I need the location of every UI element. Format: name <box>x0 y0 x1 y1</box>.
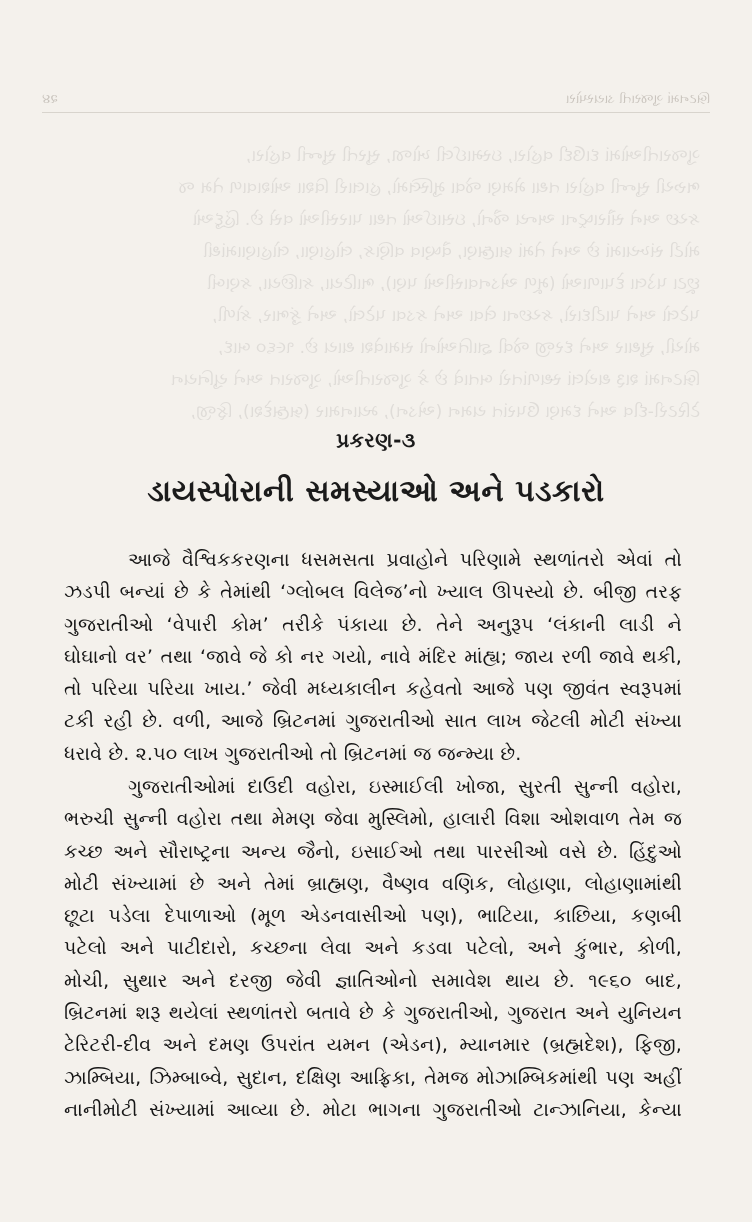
show-through-text: ગુજરાતીઓમાં દાઉદી વહોરા, ઇસ્માઈલી ખોજા, સુરતી સુન્ની વહોરા, ભરુચી સુન્ની વહોરા તથા મેમણ જેવા મુસ્લિમો, હાલારી વિશા ઓશવાળ તેમ જ કચ્છ અને સૌરાષ્ટ્રના અન્ય જૈનો, ઇસાઈઓ તથા પારસીઓ વસે છે. હિંદુઓ મોટી સંખ્યામાં છે અને તેમાં બ્રાહ્મણ, વૈષ્ણવ વણિક, લોહાણા, લોહાણામાંથી છૂટા પડેલા દેપાળાઓ (મૂળ એડનવાસીઓ પણ), ભાટિયા, કાછિયા, કણબી પટેલો અને પાટીદારો, કચ્છના લેવા અને કડવા પટેલો, અને કુંભાર, કોળી, મોચી, સુથાર અને દરજી જેવી જ્ઞાતિઓનો સમાવેશ થાય છે. ૧૯૬૦ બાદ, બ્રિટનમાં શરૂ થયેલાં સ્થળાંતરો બતાવે છે કે ગુજરાતીઓ, ગુજરાત અને યુનિયન ટેરિટરી-દીવ અને દમણ ઉપરાંત યમન (એડન), મ્યાનમાર (બ્રહ્મદેશ), ફિજી, <box>170 146 700 420</box>
chapter-label: પ્રકરણ-૩ <box>336 428 416 452</box>
text-line: ઘોઘાનો વર’ તથા ‘જાવે જે કો નર ગયો, નાવે મંદિર માંહ્ય; જાય રળી જાવે થકી, <box>64 645 682 668</box>
text-line: મોચી, સુથાર અને દરજી જેવી જ્ઞાતિઓનો સમાવેશ થાય છે. ૧૯૬૦ બાદ, <box>64 969 682 992</box>
paragraph-2 <box>64 771 682 1126</box>
text-line: ગુજરાતીઓમાં દાઉદી વહોરા, ઇસ્માઈલી ખોજા, સુરતી સુન્ની વહોરા, <box>128 776 682 798</box>
text-line: પટેલો અને પાટીદારો, કચ્છના લેવા અને કડવા પટેલો, અને કુંભાર, કોળી, <box>64 937 682 960</box>
text-line: કચ્છ અને સૌરાષ્ટ્રના અન્ય જૈનો, ઇસાઈઓ તથા પારસીઓ વસે છે. હિંદુઓ <box>64 840 682 863</box>
text-line: આજે વૈશ્વિકકરણના ધસમસતા પ્રવાહોને પરિણામે સ્થળાંતરો એવાં તો <box>128 549 682 571</box>
text-line: ઝડપી બન્યાં છે કે તેમાંથી ‘ગ્લોબલ વિલેજ’નો ખ્યાલ ઊપસ્યો છે. બીજી તરફ <box>64 581 682 604</box>
text-line: મોટી સંખ્યામાં છે અને તેમાં બ્રાહ્મણ, વૈષ્ણવ વણિક, લોહાણા, લોહાણામાંથી <box>64 872 682 895</box>
text-line: ભરુચી સુન્ની વહોરા તથા મેમણ જેવા મુસ્લિમો, હાલારી વિશા ઓશવાળ તેમ જ <box>64 808 682 831</box>
text-line: ધરાવે છે. ૨.૫૦ લાખ ગુજરાતીઓ તો બ્રિટનમાં જ જન્મ્યા છે. <box>64 742 522 765</box>
text-line: બ્રિટનમાં શરૂ થયેલાં સ્થળાંતરો બતાવે છે કે ગુજરાતીઓ, ગુજરાત અને યુનિયન <box>64 1002 682 1025</box>
text-line: ઝામ્બિયા, ઝિમ્બાબ્વે, સુદાન, દક્ષિણ આફ્રિકા, તેમજ મોઝામ્બિકમાંથી પણ અહીં <box>64 1066 682 1089</box>
text-line: તો પરિયા પરિયા ખાય.’ જેવી મધ્યકાલીન કહેવતો આજે પણ જીવંત સ્વરૂપમાં <box>64 678 682 701</box>
text-line: નાનીમોટી સંખ્યામાં આવ્યા છે. મોટા ભાગના ગુજરાતીઓ ટાન્ઝાનિયા, કેન્યા <box>64 1098 682 1121</box>
running-header-title: બ્રિટનમાં ગુજરાતી ડાયસ્પોરા <box>565 92 710 107</box>
text-line: ગુજરાતીઓ ‘વેપારી કોમ’ તરીકે પંકાયા છે. તેને અનુરૂપ ‘લંકાની લાડી ને <box>64 613 682 636</box>
chapter-title: ડાયસ્પોરાની સમસ્યાઓ અને પડકારો <box>147 474 605 509</box>
text-line: છૂટા પડેલા દેપાળાઓ (મૂળ એડનવાસીઓ પણ), ભાટિયા, કાછિયા, કણબી <box>64 905 682 928</box>
text-line: ટેરિટરી-દીવ અને દમણ ઉપરાંત યમન (એડન), મ્યાનમાર (બ્રહ્મદેશ), ફિજી, <box>64 1034 682 1057</box>
page-number: ૨૪ <box>42 92 58 107</box>
text-line: ટકી રહી છે. વળી, આજે બ્રિટનમાં ગુજરાતીઓ સાત લાખ જેટલી મોટી સંખ્યા <box>64 710 682 733</box>
paragraph-1 <box>64 544 682 770</box>
show-through-running-header <box>42 88 710 113</box>
